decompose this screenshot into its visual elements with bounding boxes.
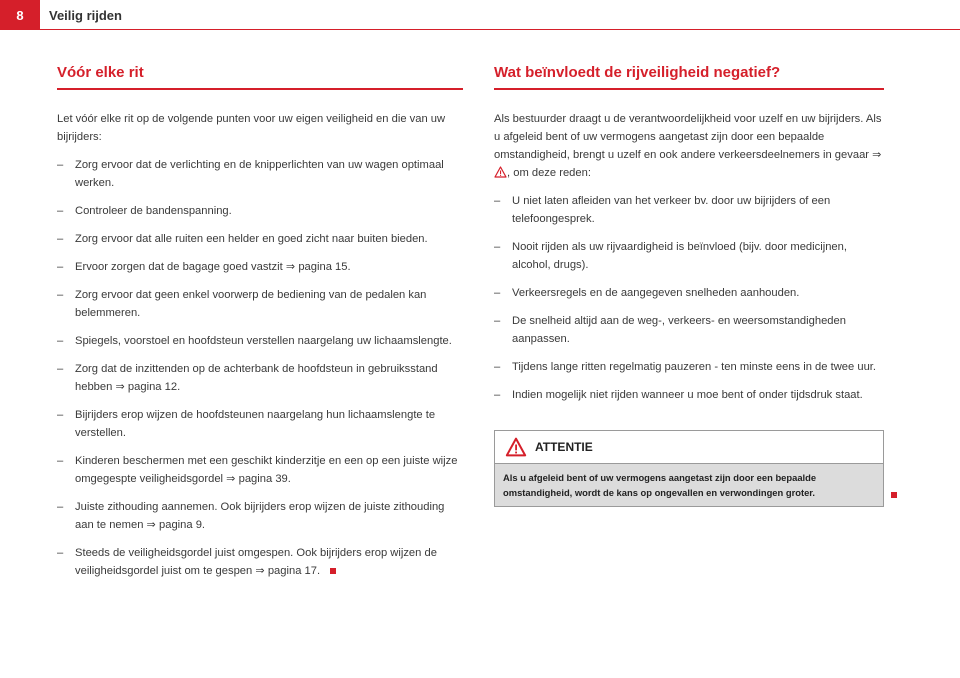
list-item: – Juiste zithouding aannemen. Ook bijrijders erop wijzen de juiste zithouding aan te nemen ⇒ pagina 9. <box>57 498 463 534</box>
page-number: 8 <box>0 0 40 30</box>
list-item: – Zorg ervoor dat de verlichting en de knipperlichten van uw wagen optimaal werken. <box>57 156 463 192</box>
list-item: – Ervoor zorgen dat de bagage goed vastzit ⇒ pagina 15. <box>57 258 463 276</box>
list-item: – Zorg ervoor dat geen enkel voorwerp de bediening van de pedalen kan belemmeren. <box>57 286 463 322</box>
left-column <box>57 64 463 580</box>
warning-label: ATTENTIE <box>535 440 593 454</box>
header-rule <box>40 29 960 30</box>
list-item: – Controleer de bandenspanning. <box>57 202 463 220</box>
right-intro <box>494 110 884 182</box>
list-item: – De snelheid altijd aan de weg-, verkeers- en weersomstandigheden aanpassen. <box>494 312 884 348</box>
end-marker-icon <box>891 492 897 498</box>
right-intro-text: Als bestuurder draagt u de verantwoordelijkheid voor uzelf en uw bijrijders. Als u afgeleid bent of uw vermogens aangetast zijn door een bepaalde omstandigheid, brengt u uzelf en ook andere verkeersdeelnemers in gevaar ⇒ <box>494 113 882 161</box>
list-item: – Tijdens lange ritten regelmatig pauzeren - ten minste eens in de twee uur. <box>494 358 884 376</box>
left-checklist <box>57 156 463 580</box>
section-heading-before-each-trip: Vóór elke rit <box>57 64 463 90</box>
right-intro-tail: , om deze reden: <box>507 167 591 179</box>
left-intro: Let vóór elke rit op de volgende punten voor uw eigen veiligheid en die van uw bijrijders: <box>57 113 446 143</box>
list-item: – Indien mogelijk niet rijden wanneer u moe bent of onder tijdsdruk staat. <box>494 386 884 404</box>
list-item: – Zorg ervoor dat alle ruiten een helder en goed zicht naar buiten bieden. <box>57 230 463 248</box>
warning-header <box>495 431 883 464</box>
warning-triangle-icon[interactable] <box>494 166 507 178</box>
section-heading-safety-factors: Wat beïnvloedt de rijveiligheid negatief? <box>494 64 884 90</box>
warning-box <box>494 430 884 507</box>
list-item: – U niet laten afleiden van het verkeer bv. door uw bijrijders of een telefoongesprek. <box>494 192 884 228</box>
list-item: – Verkeersregels en de aangegeven snelheden aanhouden. <box>494 284 884 302</box>
running-header-title: Veilig rijden <box>49 8 122 23</box>
warning-triangle-icon <box>505 437 527 457</box>
list-item: – Nooit rijden als uw rijvaardigheid is beïnvloed (bijv. door medicijnen, alcohol, drugs). <box>494 238 884 274</box>
list-item-text: Steeds de veiligheidsgordel juist omgespen. Ook bijrijders erop wijzen de veiligheidsgordel juist om te gespen ⇒ pagina 17. <box>75 547 437 577</box>
warning-text: Als u afgeleid bent of uw vermogens aangetast zijn door een bepaalde omstandigheid, wordt de kans op ongevallen en verwondingen groter. <box>495 464 883 506</box>
end-marker-icon <box>330 568 336 574</box>
right-column <box>494 64 884 507</box>
list-item: – Bijrijders erop wijzen de hoofdsteunen naargelang hun lichaamslengte te verstellen. <box>57 406 463 442</box>
list-item <box>57 544 463 580</box>
list-item: – Spiegels, voorstoel en hoofdsteun verstellen naargelang uw lichaamslengte. <box>57 332 463 350</box>
list-item: – Zorg dat de inzittenden op de achterbank de hoofdsteun in gebruiksstand hebben ⇒ pagina 12. <box>57 360 463 396</box>
right-checklist <box>494 192 884 404</box>
list-item: – Kinderen beschermen met een geschikt kinderzitje en een op een juiste wijze omgegespte veiligheidsgordel ⇒ pagina 39. <box>57 452 463 488</box>
